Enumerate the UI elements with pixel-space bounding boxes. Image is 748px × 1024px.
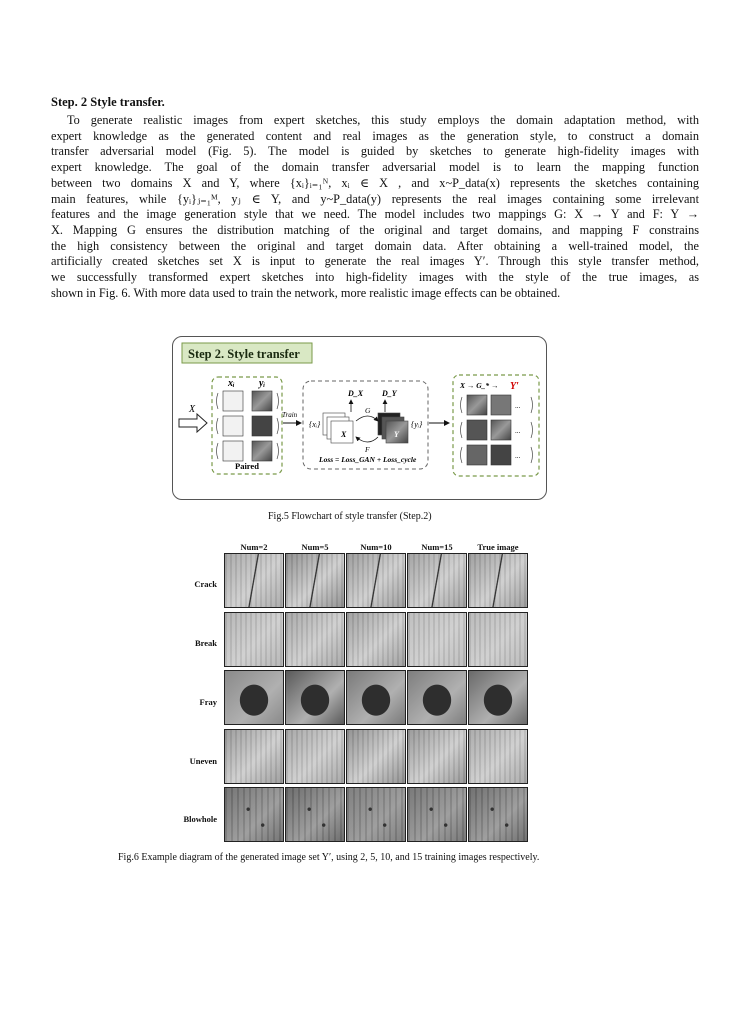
para-line-12: shown in Fig. 6. With more data used to train the network, more realistic image effects can be obtained.	[51, 285, 561, 300]
fig6-tile-uneven-2	[285, 729, 345, 784]
fig6-tile-blowhole-3	[346, 787, 406, 842]
fig5-train-label: Train	[282, 411, 298, 419]
fig6-tile-crack-3	[346, 553, 406, 608]
para-line-2: expert knowledge as the generated content and real images as the generation style, to construct a domain	[51, 128, 699, 143]
para-line-7: features and the image generation style that we need. The model includes two mappings G: X → Y and F: Y →	[51, 207, 699, 222]
para-line-1: To generate realistic images from expert sketches, this study employs the domain adaptation method, with	[67, 113, 699, 127]
para-line-3: transfer adversarial model (Fig. 5). The model is guided by sketches to generate high-fidelity images with	[51, 144, 699, 159]
fig6-tile-break-1	[224, 612, 284, 667]
fig5-dy-label: D_Y	[382, 389, 397, 398]
fig5-input-label: X	[189, 404, 196, 415]
fig6-row-fray: Fray	[199, 697, 217, 707]
fig5-xi-label: xᵢ	[228, 378, 235, 389]
fig6-row-crack: Crack	[194, 579, 217, 589]
fig6-tile-break-5	[468, 612, 528, 667]
fig5-y-stack	[378, 413, 408, 443]
fig6-row-blowhole: Blowhole	[183, 814, 217, 824]
fig5-xi-set: {xᵢ}	[309, 420, 321, 429]
fig6-tile-uneven-3	[346, 729, 406, 784]
fig6-tile-fray-1	[224, 670, 284, 725]
fig5-flowchart	[172, 336, 547, 500]
fig5-caption: Fig.5 Flowchart of style transfer (Step.2)	[268, 511, 432, 522]
fig5-output-title: X → G_* →	[460, 381, 499, 390]
para-line-6: main features, while {yᵢ}ⱼ₌₁ᴹ, yⱼ ∈ Y, and y~P_data(y) represents the real images containing some irrelevant	[51, 191, 699, 206]
fig5-svg	[173, 337, 546, 499]
fig5-f-label: F	[365, 445, 370, 454]
fig6-tile-crack-1	[224, 553, 284, 608]
fig6-tile-break-3	[346, 612, 406, 667]
fig6-tile-blowhole-1	[224, 787, 284, 842]
fig5-yi-set: {yᵢ}	[411, 420, 423, 429]
fig5-dx-label: D_X	[348, 389, 364, 398]
fig5-paired-label: Paired	[235, 461, 259, 471]
fig5-x-stack	[323, 413, 353, 443]
fig6-tile-blowhole-2	[285, 787, 345, 842]
svg-text:...: ...	[515, 427, 521, 435]
fig5-output-y: Y′	[510, 381, 519, 392]
fig6-tile-fray-3	[346, 670, 406, 725]
fig6-col-true: True image	[477, 542, 519, 552]
fig5-pairs	[217, 391, 279, 461]
fig6-tile-fray-4	[407, 670, 467, 725]
svg-text:...: ...	[515, 452, 521, 460]
fig5-y-box: Y	[394, 430, 399, 439]
fig6-row-break: Break	[194, 638, 217, 648]
fig5-g-arrow	[356, 416, 378, 421]
body-paragraph	[51, 113, 699, 301]
fig5-loss: Loss = Loss_GAN + Loss_cycle	[319, 455, 417, 464]
fig6-tile-uneven-1	[224, 729, 284, 784]
fig6-col-num15: Num=15	[421, 542, 453, 552]
fig6-tile-blowhole-4	[407, 787, 467, 842]
fig6-tile-fray-2	[285, 670, 345, 725]
fig6-tile-uneven-5	[468, 729, 528, 784]
fig6-col-num2: Num=2	[240, 542, 268, 552]
para-line-10: artificially created sketches set X is input to generate the real images Y′. Through this style transfer method,	[51, 254, 699, 269]
fig6-tile-fray-5	[468, 670, 528, 725]
fig6-row-uneven: Uneven	[189, 756, 217, 766]
fig6-col-num5: Num=5	[301, 542, 329, 552]
fig5-f-arrow	[356, 437, 378, 442]
fig6-tile-blowhole-5	[468, 787, 528, 842]
para-line-8: X. Mapping G ensures the distribution matching of the original and target domains, and mapping F constrains	[51, 222, 699, 237]
para-line-4: expert knowledge. The goal of the domain transfer adversarial model is to learn the mapping function	[51, 160, 699, 175]
fig6-tile-uneven-4	[407, 729, 467, 784]
fig5-yi-label: yᵢ	[259, 378, 266, 389]
fig6-tile-crack-2	[285, 553, 345, 608]
fig5-x-box: X	[341, 430, 347, 439]
section-heading: Step. 2 Style transfer.	[51, 95, 165, 109]
svg-text:...: ...	[515, 402, 521, 410]
fig6-tile-crack-4	[407, 553, 467, 608]
para-line-11: we successfully transformed expert sketches into high-fidelity images with the style of the true images, as	[51, 270, 699, 285]
fig5-title: Step 2. Style transfer	[188, 347, 300, 361]
fig6-tile-break-4	[407, 612, 467, 667]
para-line-9: the high consistency between the original and target domain data. After obtaining a well-trained model, the	[51, 238, 699, 253]
fig6-tile-break-2	[285, 612, 345, 667]
fig6-col-num10: Num=10	[360, 542, 392, 552]
fig5-input-arrow	[179, 414, 207, 432]
fig6-caption: Fig.6 Example diagram of the generated image set Y′, using 2, 5, 10, and 15 training images respectively.	[118, 852, 540, 863]
fig6-tile-crack-5	[468, 553, 528, 608]
para-line-5: between two domains X and Y, where {xᵢ}ᵢ₌₁ᴺ, xᵢ ∈ X , and x~P_data(x) represents the sketches containing	[51, 175, 699, 190]
fig5-output-images	[461, 395, 533, 465]
fig5-g-label: G	[365, 406, 371, 415]
